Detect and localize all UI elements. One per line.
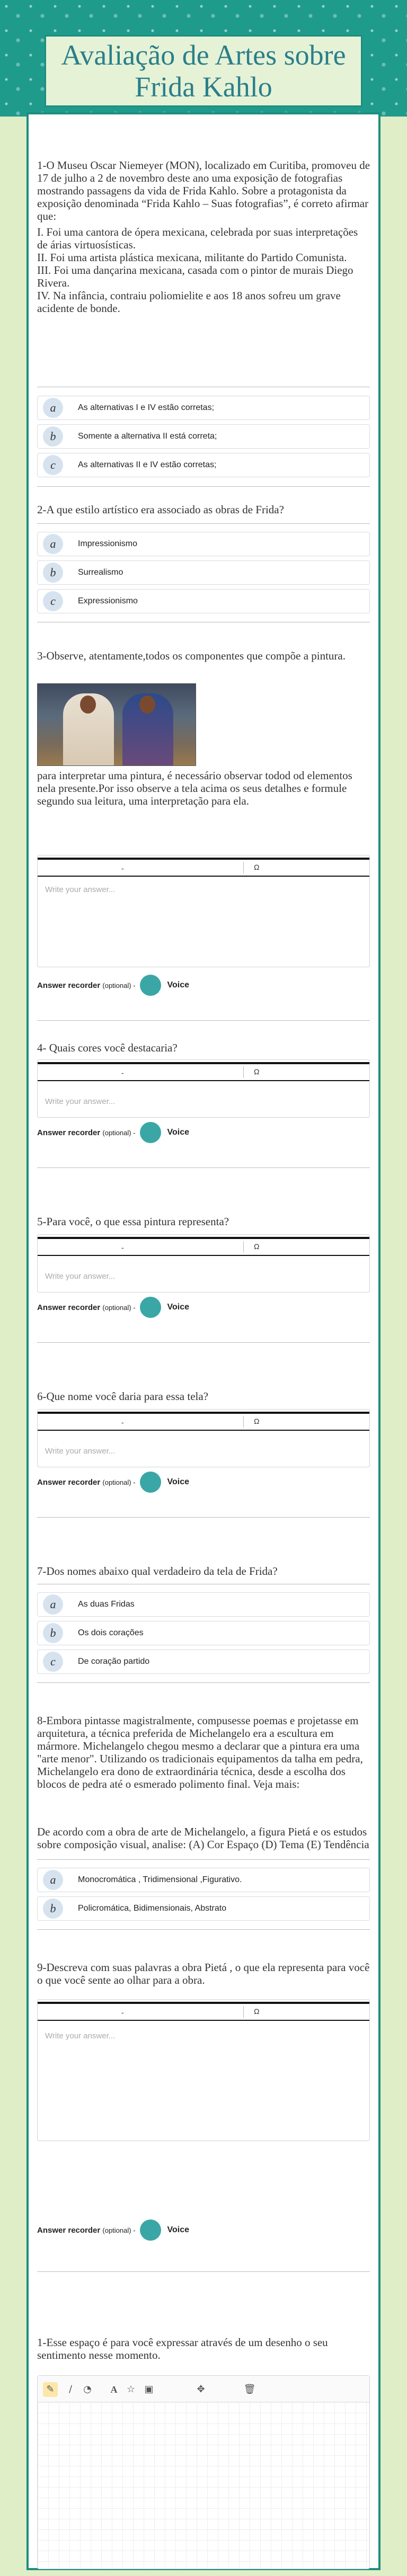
omega-icon[interactable]: Ω bbox=[254, 1067, 260, 1076]
editor-toolbar-rule bbox=[38, 2002, 369, 2004]
q8-option-a[interactable] bbox=[37, 1868, 370, 1892]
statement-ii: II. Foi uma artista plástica mexicana, militante do Partido Comunista. bbox=[37, 251, 347, 264]
record-button[interactable] bbox=[140, 1472, 161, 1493]
star-icon[interactable]: ☆ bbox=[126, 2384, 136, 2395]
header-banner bbox=[0, 0, 407, 117]
worksheet-card bbox=[26, 112, 381, 2570]
omega-icon[interactable]: Ω bbox=[254, 1242, 260, 1251]
toolbar-col-a[interactable]: - bbox=[121, 2008, 124, 2017]
question-9-text: 9-Descreva com suas palavras a obra Pietá , o que ela representa para você o que você sente ao olhar para a obra. bbox=[37, 1961, 370, 1986]
divider bbox=[37, 486, 370, 487]
option-letter: a bbox=[43, 1870, 63, 1890]
option-label: As duas Fridas bbox=[78, 1600, 135, 1609]
option-letter: a bbox=[43, 398, 63, 418]
answer-recorder-q4 bbox=[37, 1122, 189, 1143]
answer-placeholder[interactable]: Write your answer... bbox=[45, 1447, 116, 1456]
question-1-text: 1-O Museu Oscar Niemeyer (MON), localizado em Curitiba, promoveu de 17 de julho a 2 de novembro deste ano uma exposição de fotografias mostrando passagens da vida de Frida Kahlo. Sobre a protagonista da exposição denominada “Frida Kahlo – Suas fotografias”, é correto afirmar que: bbox=[37, 159, 370, 222]
option-label: Impressionismo bbox=[78, 539, 138, 548]
editor-rule bbox=[38, 2020, 369, 2021]
divider bbox=[37, 1859, 370, 1860]
editor-rule bbox=[38, 1080, 369, 1081]
omega-icon[interactable]: Ω bbox=[254, 863, 260, 871]
question-1 bbox=[37, 159, 371, 315]
divider bbox=[37, 1517, 370, 1518]
answer-placeholder[interactable]: Write your answer... bbox=[45, 1272, 116, 1281]
editor-rule bbox=[38, 1430, 369, 1431]
statement-iv: IV. Na infância, contraiu poliomielite e aos 18 anos sofreu um grave acidente de bonde. bbox=[37, 289, 341, 315]
option-label: Expressionismo bbox=[78, 596, 138, 605]
palette-icon[interactable]: ◔ bbox=[83, 2384, 92, 2395]
answer-box-q3[interactable] bbox=[37, 855, 370, 967]
toolbar-col-a[interactable]: - bbox=[121, 864, 124, 872]
recorder-label bbox=[37, 2226, 136, 2235]
answer-placeholder[interactable]: Write your answer... bbox=[45, 2031, 116, 2040]
option-label: Os dois corações bbox=[78, 1628, 144, 1637]
recorder-optional: (optional) - bbox=[102, 981, 136, 990]
pencil-icon[interactable]: ✎ bbox=[43, 2382, 58, 2397]
toolbar-divider bbox=[243, 1241, 244, 1253]
question-4-text: 4- Quais cores você destacaria? bbox=[37, 1041, 178, 1054]
voice-label: Voice bbox=[167, 1303, 190, 1312]
answer-recorder-q6 bbox=[37, 1472, 189, 1493]
voice-label: Voice bbox=[167, 1128, 190, 1137]
option-letter: c bbox=[43, 455, 63, 475]
drawing-grid[interactable] bbox=[38, 2402, 369, 2569]
statement-i: I. Foi uma cantora de ópera mexicana, celebrada por suas interpretações de árias virtuosísticas. bbox=[37, 226, 358, 251]
option-label: Policromática, Bidimensionais, Abstrato bbox=[78, 1904, 227, 1913]
voice-label: Voice bbox=[167, 981, 190, 990]
question-3-instructions: para interpretar uma pintura, é necessário observar todod od elementos nela presente.Por isso observe a tela acima os seus detalhes e formule segundo sua leitura, uma interpretação para ela. bbox=[37, 769, 352, 807]
recorder-label-text: Answer recorder bbox=[37, 2225, 101, 2235]
q7-option-c[interactable] bbox=[37, 1650, 370, 1674]
toolbar-col-a[interactable]: - bbox=[121, 1418, 124, 1427]
divider bbox=[37, 523, 370, 524]
option-letter: a bbox=[43, 534, 63, 554]
frida-painting-image bbox=[37, 683, 196, 766]
head-left bbox=[80, 696, 96, 714]
divider bbox=[37, 2271, 370, 2272]
answer-recorder-q5 bbox=[37, 1297, 189, 1318]
answer-recorder-q9 bbox=[37, 2220, 189, 2241]
toolbar-divider bbox=[243, 1416, 244, 1428]
record-button[interactable] bbox=[140, 1122, 161, 1143]
option-letter: a bbox=[43, 1594, 63, 1615]
recorder-label bbox=[37, 1478, 136, 1487]
question-6-text: 6-Que nome você daria para essa tela? bbox=[37, 1390, 208, 1403]
head-right bbox=[139, 696, 155, 714]
option-letter: b bbox=[43, 563, 63, 583]
answer-recorder-q3 bbox=[37, 975, 189, 996]
option-label: De coração partido bbox=[78, 1657, 150, 1666]
answer-box-q4[interactable] bbox=[37, 1059, 370, 1118]
divider bbox=[37, 1167, 370, 1168]
divider bbox=[37, 1342, 370, 1343]
editor-toolbar-rule bbox=[38, 1412, 369, 1414]
answer-box-q9[interactable] bbox=[37, 1999, 370, 2141]
answer-box-q5[interactable] bbox=[37, 1234, 370, 1293]
q2-option-a[interactable] bbox=[37, 532, 370, 556]
toolbar-col-a[interactable]: - bbox=[121, 1243, 124, 1252]
q7-option-b[interactable] bbox=[37, 1621, 370, 1645]
option-label: Somente a alternativa II está correta; bbox=[78, 432, 217, 441]
statement-iii: III. Foi uma dançarina mexicana, casada com o pintor de murais Diego Rivera. bbox=[37, 264, 353, 289]
recorder-label-text: Answer recorder bbox=[37, 981, 101, 990]
voice-label: Voice bbox=[167, 2225, 190, 2234]
drawing-canvas[interactable] bbox=[37, 2375, 370, 2569]
option-letter: c bbox=[43, 1652, 63, 1672]
q2-option-c[interactable] bbox=[37, 589, 370, 613]
divider bbox=[37, 1682, 370, 1683]
editor-toolbar-rule bbox=[38, 1237, 369, 1239]
q1-option-a[interactable] bbox=[37, 396, 370, 420]
question-2-text: 2-A que estilo artístico era associado as obras de Frida? bbox=[37, 503, 284, 516]
voice-label: Voice bbox=[167, 1477, 190, 1486]
recorder-optional: (optional) - bbox=[102, 1128, 136, 1137]
recorder-optional: (optional) - bbox=[102, 1303, 136, 1312]
q1-option-c[interactable] bbox=[37, 453, 370, 477]
recorder-label-text: Answer recorder bbox=[37, 1477, 101, 1487]
answer-box-q6[interactable] bbox=[37, 1409, 370, 1467]
toolbar-divider bbox=[243, 862, 244, 873]
image-icon[interactable]: ▣ bbox=[144, 2384, 154, 2395]
move-icon[interactable]: ✥ bbox=[197, 2384, 205, 2395]
toolbar-divider bbox=[243, 1066, 244, 1078]
line-icon[interactable]: ∕ bbox=[68, 2384, 73, 2395]
option-label: As alternativas I e IV estão corretas; bbox=[78, 403, 215, 412]
answer-placeholder[interactable]: Write your answer... bbox=[45, 885, 116, 894]
question-7-text: 7-Dos nomes abaixo qual verdadeiro da tela de Frida? bbox=[37, 1565, 278, 1577]
recorder-optional: (optional) - bbox=[102, 2226, 136, 2234]
q2-option-b[interactable] bbox=[37, 560, 370, 585]
editor-rule bbox=[38, 1255, 369, 1256]
option-label: Surrealismo bbox=[78, 568, 123, 577]
recorder-optional: (optional) - bbox=[102, 1478, 136, 1486]
trash-icon[interactable]: 🗑 bbox=[243, 2384, 256, 2395]
page-title: Avaliação de Artes sobre Frida Kahlo bbox=[61, 39, 346, 103]
editor-toolbar-rule bbox=[38, 1062, 369, 1064]
editor-toolbar-rule bbox=[38, 858, 369, 860]
option-letter: b bbox=[43, 1623, 63, 1643]
option-label: As alternativas II e IV estão corretas; bbox=[78, 460, 217, 469]
record-button[interactable] bbox=[140, 2220, 161, 2241]
record-button[interactable] bbox=[140, 975, 161, 996]
toolbar-divider bbox=[243, 2006, 244, 2018]
question-10-text: 1-Esse espaço é para você expressar através de um desenho o seu sentimento nesse momento. bbox=[37, 2336, 328, 2361]
divider bbox=[37, 1020, 370, 1021]
recorder-label bbox=[37, 1128, 136, 1137]
q1-option-b[interactable] bbox=[37, 424, 370, 449]
recorder-label bbox=[37, 1303, 136, 1312]
option-letter: c bbox=[43, 591, 63, 611]
question-5-text: 5-Para você, o que essa pintura representa? bbox=[37, 1215, 229, 1228]
title-box bbox=[45, 35, 362, 107]
question-8-analysis: De acordo com a obra de arte de Michelangelo, a figura Pietá e os estudos sobre composição visual, analise: (A) Cor Espaço (D) Tema (E) Tendência bbox=[37, 1825, 369, 1851]
option-label: Monocromática , Tridimensional ,Figurativo. bbox=[78, 1875, 242, 1884]
toolbar-col-a[interactable]: - bbox=[121, 1068, 124, 1077]
option-letter: b bbox=[43, 1898, 63, 1919]
q7-option-a[interactable] bbox=[37, 1592, 370, 1617]
omega-icon[interactable]: Ω bbox=[254, 1417, 260, 1425]
recorder-label bbox=[37, 981, 136, 990]
text-icon[interactable]: A bbox=[110, 2384, 118, 2395]
option-letter: b bbox=[43, 426, 63, 447]
divider bbox=[37, 1929, 370, 1930]
question-3-text: 3-Observe, atentamente,todos os componentes que compõe a pintura. bbox=[37, 649, 346, 662]
question-8-text: 8-Embora pintasse magistralmente, compusesse poemas e projetasse em arquitetura, a técnica preferida de Michelangelo era a escultura em mármore. Michelangelo chegou mesmo a declarar que a pintura era uma "arte menor". Utilizando os tradicionais equipamentos da talha em pedra, Michelangelo era dono de extraordinária técnica, desde a escolha dos blocos de pedra até o esmerado polimento final. Veja mais: bbox=[37, 1714, 363, 1790]
answer-placeholder[interactable]: Write your answer... bbox=[45, 1097, 116, 1106]
recorder-label-text: Answer recorder bbox=[37, 1303, 101, 1312]
editor-rule bbox=[38, 876, 369, 877]
q8-option-b[interactable] bbox=[37, 1896, 370, 1921]
omega-icon[interactable]: Ω bbox=[254, 2007, 260, 2016]
drawing-toolbar bbox=[38, 2376, 369, 2402]
recorder-label-text: Answer recorder bbox=[37, 1128, 101, 1137]
record-button[interactable] bbox=[140, 1297, 161, 1318]
